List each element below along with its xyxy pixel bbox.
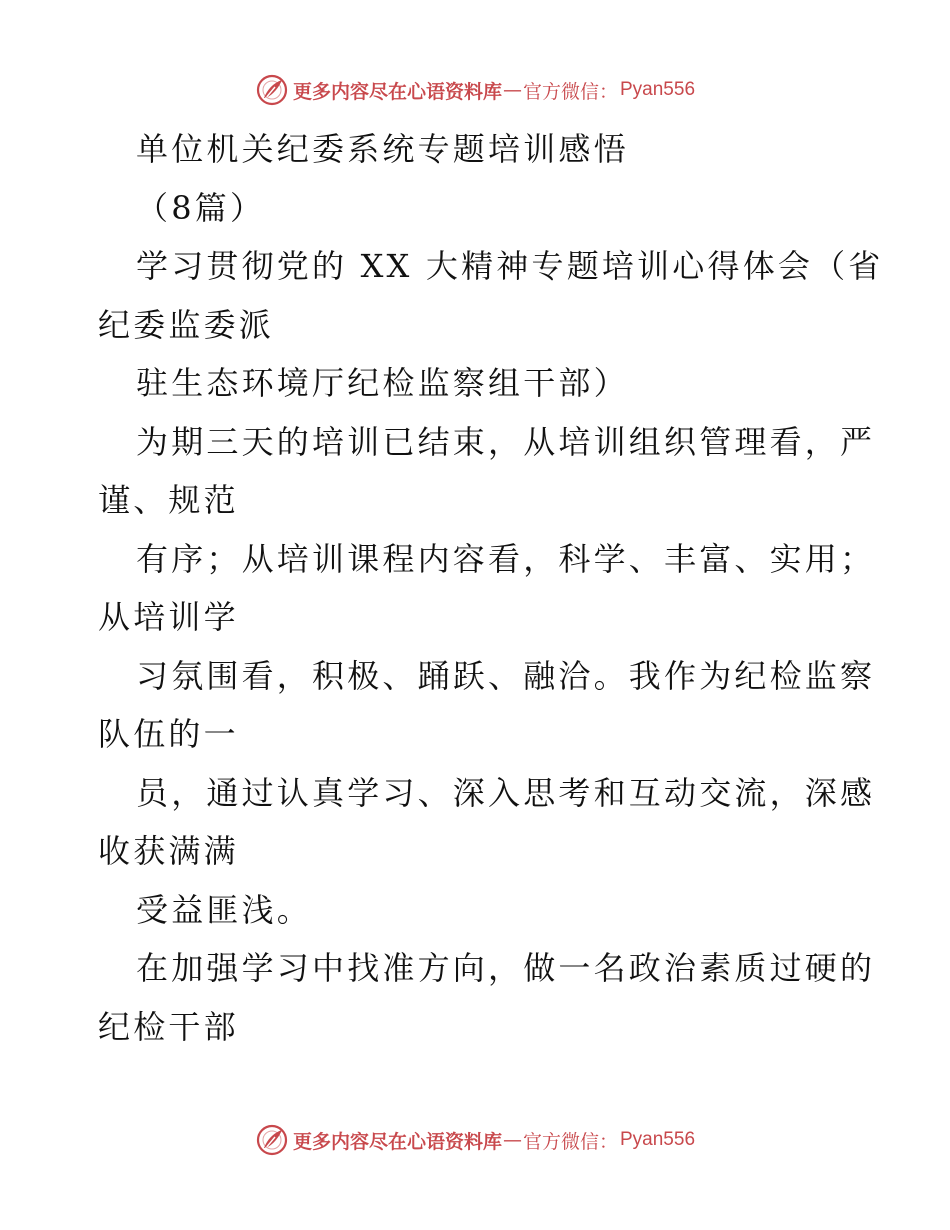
watermark-wechat-id: Pyan556: [620, 1129, 696, 1150]
article-heading-line: 纪委监委派: [98, 305, 275, 344]
watermark-brand: [255, 1123, 695, 1157]
article-heading-line: 学习贯彻党的 XX 大精神专题培训心得体会（省: [136, 247, 884, 285]
watermark-wechat-label: 官方微信：: [522, 80, 618, 103]
document-body: [98, 120, 884, 1056]
watermark-site-name: 更多内容尽在心语资料库: [292, 80, 502, 103]
header-watermark: [0, 70, 950, 110]
paragraph-line: 谨、规范: [98, 481, 239, 519]
paragraph-line: 队伍的一: [98, 715, 239, 753]
paragraph-line: 习氛围看，积极、踊跃、融洽。我作为纪检监察: [136, 656, 876, 695]
watermark-wechat-id: Pyan556: [620, 79, 696, 100]
paragraph-line: 从培训学: [98, 598, 239, 636]
watermark-dash: —: [502, 1129, 522, 1151]
document-subtitle: （8篇）: [136, 188, 266, 227]
footer-watermark: [0, 1120, 950, 1160]
section-heading-line: 纪检干部: [98, 1007, 239, 1046]
paragraph-line: 受益匪浅。: [136, 890, 313, 929]
watermark-wechat-label: 官方微信：: [522, 1130, 618, 1153]
section-heading-line: 在加强学习中找准方向，做一名政治素质过硬的: [136, 949, 876, 987]
quill-pen-logo-icon: [255, 1123, 289, 1157]
article-heading-line: 驻生态环境厅纪检监察组干部）: [136, 364, 629, 402]
watermark-brand: [255, 73, 695, 107]
paragraph-line: 有序；从培训课程内容看，科学、丰富、实用；: [136, 539, 876, 578]
paragraph-line: 员，通过认真学习、深入思考和互动交流，深感: [136, 773, 876, 812]
document-title: 单位机关纪委系统专题培训感悟: [136, 130, 629, 168]
quill-pen-logo-icon: [255, 73, 289, 107]
paragraph-line: 为期三天的培训已结束，从培训组织管理看，严: [136, 422, 876, 461]
paragraph-line: 收获满满: [98, 832, 239, 870]
watermark-site-name: 更多内容尽在心语资料库: [292, 1130, 502, 1153]
watermark-dash: —: [502, 79, 522, 101]
